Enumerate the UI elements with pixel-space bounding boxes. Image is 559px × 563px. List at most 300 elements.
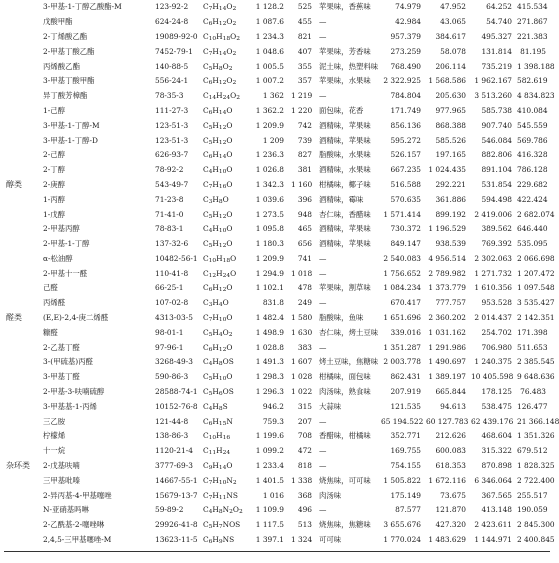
name-cell: 2,4,5-三甲基噻唑-M: [43, 535, 112, 545]
value1-cell: 352.771: [390, 431, 421, 441]
mw-cell: 1 294.9: [255, 268, 284, 278]
mw-cell: 1 362.2: [255, 105, 284, 115]
ri-cell: 827: [297, 150, 312, 160]
value4-cell: 1 097.548: [517, 283, 555, 293]
formula-cell: $C_{11}H_{24}$: [203, 446, 231, 457]
formula-cell: $C_5H_{10}O$: [203, 372, 233, 383]
table-row: [4, 385, 550, 400]
ri-cell: 455: [297, 17, 312, 27]
category-cell: [4, 163, 42, 178]
category-cell: [4, 414, 42, 429]
odor-cell: —: [319, 31, 327, 41]
value3-cell: 2 302.063: [474, 253, 512, 263]
ri-cell: 381: [297, 165, 312, 175]
value2-cell: 384.617: [435, 31, 466, 41]
table-row: [4, 133, 550, 148]
table-row: [4, 355, 550, 370]
cas-cell: 29926-41-8: [155, 520, 198, 530]
ri-cell: 465: [297, 224, 312, 234]
value1-cell: 754.155: [390, 461, 421, 471]
cas-cell: 15679-13-7: [155, 490, 198, 500]
odor-cell: —: [319, 298, 327, 308]
value1-cell: 595.272: [390, 135, 421, 145]
mw-cell: 759.3: [262, 416, 284, 426]
value1-cell: 42.984: [395, 17, 421, 27]
formula-cell: $C_6H_{14}O$: [203, 105, 233, 117]
odor-cell: 面包味，花香: [319, 105, 364, 115]
odor-cell: 柑橘味，面包味: [319, 372, 371, 382]
value4-cell: 2 066.698: [517, 253, 555, 263]
ri-cell: 355: [297, 61, 312, 71]
category-cell: [4, 252, 42, 267]
category-cell: [4, 444, 42, 459]
category-cell: [4, 148, 42, 163]
ri-cell: 1 220: [291, 105, 313, 115]
value3-cell: 594.498: [481, 194, 512, 204]
name-cell: 3-甲基-1-丁醇-M: [43, 120, 100, 130]
ri-cell: 948: [297, 209, 312, 219]
value4-cell: 679.512: [517, 446, 548, 456]
name-cell: 1-己醇: [43, 105, 65, 115]
value1-cell: 171.749: [390, 105, 421, 115]
category-cell: [4, 74, 42, 89]
table-row: [4, 118, 550, 133]
formula-cell: $C_5H_8O_2$: [203, 61, 233, 72]
value1-cell: 1 651.696: [383, 313, 421, 323]
ri-cell: 708: [297, 431, 312, 441]
name-cell: 3-甲基丁醛: [43, 372, 80, 382]
table-bottom-rule: [4, 551, 550, 552]
category-cell: [4, 370, 42, 385]
odor-cell: —: [319, 91, 327, 101]
mw-cell: 1 491.3: [255, 357, 284, 367]
value1-cell: 1 571.414: [383, 209, 421, 219]
odor-cell: —: [319, 342, 327, 352]
formula-cell: $C_7H_{14}O_2$: [203, 2, 237, 13]
value4-cell: 416.328: [517, 150, 548, 160]
value2-cell: 1 031.162: [428, 327, 466, 337]
ri-cell: 1 607: [291, 357, 313, 367]
category-cell: [4, 533, 42, 548]
cas-cell: 13623-11-5: [155, 535, 198, 545]
value3-cell: 178.125: [481, 387, 512, 397]
mw-cell: 1 039.6: [255, 194, 284, 204]
mw-cell: 1 296.3: [255, 387, 284, 397]
mw-cell: 1 026.8: [255, 165, 284, 175]
ri-cell: 821: [297, 31, 312, 41]
cas-cell: 98-01-1: [155, 327, 184, 337]
value3-cell: 546.084: [481, 135, 512, 145]
value2-cell: 899.192: [435, 209, 466, 219]
value4-cell: 415.534: [517, 2, 548, 12]
value4-cell: 221.383: [517, 31, 548, 41]
cas-cell: 3777-69-3: [155, 461, 193, 471]
mw-cell: 1 482.4: [255, 313, 284, 323]
value2-cell: 585.526: [435, 135, 466, 145]
table-row: [4, 237, 550, 252]
cas-cell: 78-92-2: [155, 165, 184, 175]
mw-cell: 1 298.3: [255, 372, 284, 382]
ri-cell: 396: [297, 194, 312, 204]
value1-cell: 273.259: [390, 46, 421, 56]
value4-cell: 1 351.326: [517, 431, 555, 441]
odor-cell: 杏仁味，烤土豆味: [319, 327, 379, 337]
compound-table: [4, 0, 559, 548]
ri-cell: 656: [297, 239, 312, 249]
table-row: [4, 89, 550, 104]
category-cell: [4, 340, 42, 355]
table-row: [4, 266, 550, 281]
odor-cell: 脂酸味，鱼味: [319, 313, 364, 323]
category-cell: [4, 237, 42, 252]
value4-cell: 3 535.427: [517, 298, 555, 308]
category-cell: [4, 518, 42, 533]
value3-cell: 468.604: [481, 431, 512, 441]
odor-cell: 苹果味，香蕉味: [319, 2, 371, 12]
value2-cell: 1 291.986: [428, 342, 466, 352]
mw-cell: 1 048.6: [255, 46, 284, 56]
mw-cell: 1 209.9: [255, 253, 284, 263]
value2-cell: 1 389.197: [428, 372, 466, 382]
value3-cell: 62 439.176: [471, 416, 514, 426]
odor-cell: 香醋味，柑橘味: [319, 431, 371, 441]
value3-cell: 1 144.971: [474, 535, 512, 545]
odor-cell: 酒精味，水果味: [319, 165, 371, 175]
ri-cell: 207: [297, 416, 312, 426]
ri-cell: 1 324: [291, 535, 313, 545]
ri-cell: 383: [297, 342, 312, 352]
value1-cell: 670.417: [390, 298, 421, 308]
category-cell: [4, 296, 42, 311]
ri-cell: 741: [297, 253, 312, 263]
name-cell: 2-甲基-3-呋喃硫醇: [43, 387, 105, 397]
category-cell: [4, 385, 42, 400]
value4-cell: 535.095: [517, 239, 548, 249]
name-cell: 十一烷: [43, 446, 66, 456]
formula-cell: $C_6H_{12}O_2$: [203, 17, 237, 28]
value2-cell: 1 024.435: [428, 165, 466, 175]
ri-cell: 249: [297, 298, 312, 308]
table-row: [4, 222, 550, 237]
value4-cell: 1 398.188: [517, 61, 555, 71]
table-row: [4, 207, 550, 222]
mw-cell: 1 007.2: [255, 76, 284, 86]
mw-cell: 831.8: [262, 298, 284, 308]
cas-cell: 110-41-8: [155, 268, 189, 278]
value1-cell: 730.372: [390, 224, 421, 234]
formula-cell: $C_3H_8O$: [203, 194, 229, 205]
category-cell: [4, 104, 42, 119]
table-row: [4, 414, 550, 429]
name-cell: 2-乙酰基-2-噻唑啉: [43, 520, 105, 530]
category-cell: [4, 326, 42, 341]
mw-cell: 1 087.6: [255, 17, 284, 27]
odor-cell: 肉汤味: [319, 490, 342, 500]
cas-cell: 66-25-1: [155, 283, 184, 293]
category-cell: [4, 15, 42, 30]
cas-cell: 14667-55-1: [155, 475, 198, 485]
mw-cell: 1 209: [262, 135, 284, 145]
value2-cell: 665.844: [435, 387, 466, 397]
formula-cell: $C_6H_{14}O$: [203, 150, 233, 161]
mw-cell: 1 273.5: [255, 209, 284, 219]
cas-cell: 78-83-1: [155, 224, 184, 234]
name-cell: 3-甲基-1-丁醇-D: [43, 135, 98, 145]
formula-cell: $C_5H_7NOS$: [203, 520, 241, 531]
table-row: [4, 503, 550, 518]
name-cell: 3-甲基基-1-丙烯: [43, 401, 97, 411]
odor-cell: —: [319, 17, 327, 27]
value2-cell: 205.630: [435, 91, 466, 101]
odor-cell: —: [319, 505, 327, 515]
table-row: [4, 518, 550, 533]
value1-cell: 65 194.522: [381, 416, 424, 426]
table-row: [4, 30, 550, 45]
value3-cell: 54.740: [486, 17, 512, 27]
value4-cell: 646.440: [517, 224, 548, 234]
value2-cell: 2 360.202: [428, 313, 466, 323]
table-row: [4, 326, 550, 341]
mw-cell: 1 498.9: [255, 327, 284, 337]
odor-cell: —: [319, 416, 327, 426]
value3-cell: 538.475: [481, 401, 512, 411]
category-cell: [4, 266, 42, 281]
formula-cell: $C_4H_8OS$: [203, 357, 234, 368]
table-row: [4, 44, 550, 59]
value4-cell: 1 828.325: [517, 461, 555, 471]
name-cell: 3-甲基丁酸甲酯: [43, 76, 95, 86]
value4-cell: 2 682.074: [517, 209, 555, 219]
mw-cell: 1 342.3: [255, 179, 284, 189]
value1-cell: 175.149: [390, 490, 421, 500]
cas-cell: 4313-03-5: [155, 313, 193, 323]
name-cell: 3-甲基-1-丁醇乙酸酯-M: [43, 2, 122, 12]
ri-cell: 525: [297, 2, 312, 12]
name-cell: 2-甲基-1-丁醇: [43, 239, 90, 249]
cas-cell: 71-23-8: [155, 194, 184, 204]
value1-cell: 87.577: [395, 505, 421, 515]
cas-cell: 7452-79-1: [155, 46, 193, 56]
odor-cell: 酒精味，霉味: [319, 194, 364, 204]
name-cell: 3-(甲硫基)丙醛: [43, 357, 93, 367]
value3-cell: 367.565: [481, 490, 512, 500]
cas-cell: 137-32-6: [155, 239, 189, 249]
value3-cell: 891.104: [481, 165, 512, 175]
formula-cell: $C_9H_{14}O$: [203, 461, 233, 472]
cas-cell: 123-51-3: [155, 135, 189, 145]
value4-cell: 786.128: [517, 165, 548, 175]
mw-cell: 1 028.8: [255, 342, 284, 352]
name-cell: 2-丁醇: [43, 165, 65, 175]
value1-cell: 207.919: [390, 387, 421, 397]
formula-cell: $C_5H_{12}O$: [203, 120, 233, 131]
mw-cell: 1 236.3: [255, 150, 284, 160]
mw-cell: 1 109.9: [255, 505, 284, 515]
category-cell: [4, 0, 42, 15]
value4-cell: 422.424: [517, 194, 548, 204]
value4-cell: 569.786: [517, 135, 548, 145]
value1-cell: 74.979: [395, 2, 421, 12]
mw-cell: 1 209.9: [255, 120, 284, 130]
table-row: [4, 148, 550, 163]
odor-cell: 泥土味，热塑料味: [319, 61, 379, 71]
table-row: [4, 104, 550, 119]
value4-cell: 511.653: [517, 342, 548, 352]
table-row: [4, 533, 550, 548]
odor-cell: 烧焦味，可可味: [319, 475, 371, 485]
ri-cell: 1 022: [291, 387, 313, 397]
value3-cell: 315.322: [481, 446, 512, 456]
cas-cell: 543-49-7: [155, 179, 189, 189]
value4-cell: 255.517: [517, 490, 548, 500]
value2-cell: 197.165: [435, 150, 466, 160]
value3-cell: 531.854: [481, 179, 512, 189]
category-cell: [4, 118, 42, 133]
mw-cell: 1 397.1: [255, 535, 284, 545]
cas-cell: 624-24-8: [155, 17, 189, 27]
table-row: [4, 459, 550, 474]
value1-cell: 2 540.083: [383, 253, 421, 263]
odor-cell: 烧焦味，焦糖味: [319, 520, 371, 530]
cas-cell: 138-86-3: [155, 431, 189, 441]
value3-cell: 2 419.006: [474, 209, 512, 219]
name-cell: 2-丁烯酸乙酯: [43, 31, 88, 41]
category-cell: 醛类: [6, 313, 22, 323]
value2-cell: 4 956.514: [428, 253, 466, 263]
mw-cell: 946.2: [262, 401, 284, 411]
value3-cell: 10 405.598: [471, 372, 514, 382]
mw-cell: 1 102.1: [255, 283, 284, 293]
name-cell: (E,E)-2,4-庚二烯醛: [43, 313, 109, 323]
category-cell: [4, 503, 42, 518]
formula-cell: $C_6H_{12}O$: [203, 283, 233, 294]
ri-cell: 742: [297, 120, 312, 130]
odor-cell: 大蒜味: [319, 401, 342, 411]
ri-cell: 1 630: [291, 327, 313, 337]
value3-cell: 706.980: [481, 342, 512, 352]
ri-cell: 478: [297, 283, 312, 293]
value3-cell: 882.806: [481, 150, 512, 160]
name-cell: N-亚硝基吗啉: [43, 505, 89, 515]
cas-cell: 590-86-3: [155, 372, 189, 382]
odor-cell: 肉汤味，熟食味: [319, 387, 371, 397]
value1-cell: 1 770.024: [383, 535, 421, 545]
cas-cell: 10482-56-1: [155, 253, 198, 263]
value4-cell: 2 722.400: [517, 475, 555, 485]
value1-cell: 516.588: [390, 179, 421, 189]
value2-cell: 1 373.779: [428, 283, 466, 293]
odor-cell: 苹果味，芳香味: [319, 46, 371, 56]
value4-cell: 1 207.472: [517, 268, 555, 278]
value1-cell: 849.147: [390, 239, 421, 249]
odor-cell: —: [319, 268, 327, 278]
value4-cell: 271.867: [517, 17, 548, 27]
odor-cell: 杏仁味，香醋味: [319, 209, 371, 219]
cas-cell: 59-89-2: [155, 505, 184, 515]
name-cell: 三乙胺: [43, 416, 66, 426]
mw-cell: 1 099.2: [255, 446, 284, 456]
value4-cell: 21 366.148: [517, 416, 559, 426]
odor-cell: 脂酸味，水果味: [319, 150, 371, 160]
formula-cell: $C_4H_8S$: [203, 401, 228, 413]
ri-cell: 407: [297, 46, 312, 56]
mw-cell: 1 016: [262, 490, 284, 500]
value2-cell: 73.675: [440, 490, 466, 500]
table-row: [4, 340, 550, 355]
formula-cell: $C_7H_{11}NS$: [203, 490, 238, 501]
value1-cell: 1 505.822: [383, 475, 421, 485]
category-cell: [4, 400, 42, 415]
name-cell: α-松油醇: [43, 253, 73, 263]
odor-cell: 柑橘味，椰子味: [319, 179, 371, 189]
value2-cell: 1 483.629: [428, 535, 466, 545]
value1-cell: 784.804: [390, 91, 421, 101]
value2-cell: 292.221: [435, 179, 466, 189]
ri-cell: 315: [297, 401, 312, 411]
mw-cell: 1 362: [262, 91, 284, 101]
formula-cell: $C_7H_{16}O$: [203, 179, 233, 191]
value1-cell: 339.016: [390, 327, 421, 337]
name-cell: 己醛: [43, 283, 58, 293]
formula-cell: $C_7H_{10}O$: [203, 313, 233, 324]
value1-cell: 121.535: [390, 401, 421, 411]
value1-cell: 957.379: [390, 31, 421, 41]
odor-cell: 苹果味，割草味: [319, 283, 371, 293]
cas-cell: 556-24-1: [155, 76, 189, 86]
cas-cell: 121-44-8: [155, 416, 189, 426]
value3-cell: 131.814: [481, 46, 512, 56]
odor-cell: 苹果味，水果味: [319, 76, 371, 86]
name-cell: 2-戊基呋喃: [43, 461, 80, 471]
cas-cell: 19089-92-0: [155, 31, 198, 41]
odor-cell: 酒精味，苹果味: [319, 224, 371, 234]
cas-cell: 28588-74-1: [155, 387, 198, 397]
formula-cell: $C_5H_{12}O$: [203, 209, 233, 220]
formula-cell: $C_4H_{10}O$: [203, 224, 233, 235]
category-cell: 醇类: [6, 179, 22, 189]
value1-cell: 768.490: [390, 61, 421, 71]
mw-cell: 1 233.4: [255, 461, 284, 471]
cas-cell: 626-93-7: [155, 150, 189, 160]
value3-cell: 413.148: [481, 505, 512, 515]
value3-cell: 64.252: [486, 2, 512, 12]
formula-cell: $C_{14}H_{24}O_2$: [203, 91, 240, 102]
value2-cell: 1 196.529: [428, 224, 466, 234]
cas-cell: 97-96-1: [155, 342, 184, 352]
mw-cell: 1 117.5: [255, 520, 284, 530]
formula-cell: $C_5H_6OS$: [203, 387, 234, 398]
table-row: [4, 192, 550, 207]
value3-cell: 1 240.375: [474, 357, 512, 367]
value4-cell: 81.195: [520, 46, 546, 56]
table-row: [4, 311, 550, 326]
value2-cell: 60 127.783: [426, 416, 469, 426]
cas-cell: 3268-49-3: [155, 357, 193, 367]
mw-cell: 1 180.3: [255, 239, 284, 249]
table-row: [4, 429, 550, 444]
table-row: [4, 59, 550, 74]
formula-cell: $C_4H_{10}O$: [203, 165, 233, 176]
name-cell: 柠檬烯: [43, 431, 66, 441]
value3-cell: 495.327: [481, 31, 512, 41]
table-row: [4, 163, 550, 178]
ri-cell: 357: [297, 76, 312, 86]
cas-cell: 107-02-8: [155, 298, 189, 308]
value1-cell: 526.157: [390, 150, 421, 160]
table-row: [4, 370, 550, 385]
ri-cell: 1 028: [291, 372, 313, 382]
table-row: [4, 178, 550, 193]
